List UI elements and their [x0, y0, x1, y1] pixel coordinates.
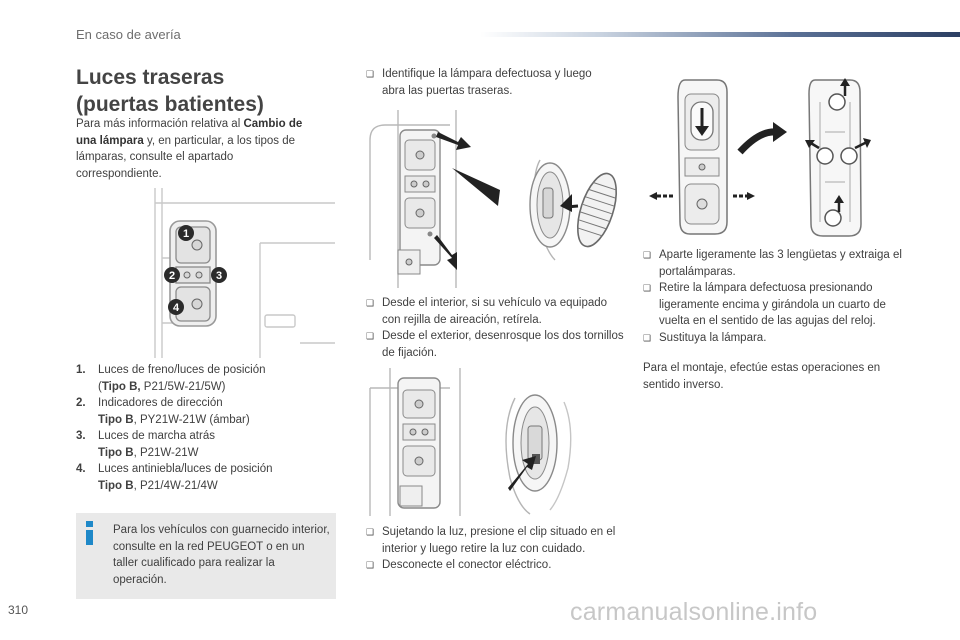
arrow-icon [773, 122, 787, 142]
step-item: ❑ Sustituya la lámpara. [643, 330, 905, 347]
checkbox-icon: ❑ [366, 560, 375, 570]
title-line-1: Luces traseras [76, 66, 225, 89]
checkbox-icon: ❑ [643, 250, 652, 260]
closing-paragraph: Para el montaje, efectúe estas operaciones en sentido inverso. [643, 362, 881, 391]
rear-light-diagram [150, 183, 335, 358]
checkbox-icon: ❑ [643, 283, 652, 293]
lamp-callout-4 [168, 299, 184, 315]
step-item: ❑ Desde el interior, si su vehículo va equipado con rejilla de aireación, retírela. [366, 297, 608, 326]
info-box [76, 513, 336, 599]
title-line-2: (puertas batientes) [76, 93, 264, 116]
step-item: ❑ Identifique la lámpara defectuosa y luego abra las puertas traseras. [366, 68, 592, 97]
rear-door-diagram [360, 110, 620, 288]
intro-link-text: Cambio de una lámpara [76, 118, 303, 147]
light-opening [506, 395, 571, 514]
step-item: ❑ Aparte ligeramente las 3 lengüetas y extraiga el portalámparas. [643, 249, 902, 278]
checkbox-icon: ❑ [366, 331, 375, 341]
arrow-icon [436, 132, 471, 150]
step-item: ❑ Desde el exterior, desenrosque los dos tornillos de fijación. [366, 330, 624, 359]
arrow-icon [747, 192, 755, 200]
lamp-holder-rear [805, 78, 871, 236]
intro-paragraph: Para más información relativa al Cambio de una lámpara y, en particular, a los tipos de lámparas, consulte el apartado correspondiente. [76, 118, 303, 180]
svg-text:3: 3 [215, 270, 223, 282]
page-number: 310 [8, 603, 29, 617]
legend-item: 4. Luces antiniebla/luces de posición Tipo B, P21/4W-21/4W [76, 463, 273, 492]
legend-item: 3. Luces de marcha atrás Tipo B, P21W-21W [76, 430, 215, 459]
svg-text:4: 4 [172, 302, 180, 314]
arrow-icon [452, 168, 500, 206]
legend-item: 1. Luces de freno/luces de posición (Tipo B, P21/5W-21/5W) [76, 364, 266, 393]
info-text: Para los vehículos con guarnecido interior, consulte en la red PEUGEOT o en un taller cualificado para realizar la operación. [113, 524, 330, 586]
svg-text:2: 2 [168, 270, 176, 282]
header-accent-bar [480, 32, 960, 37]
step-item: ❑ Sujetando la luz, presione el clip situado en el interior y luego retire la luz con cuidado. [366, 526, 616, 555]
section-header: En caso de avería [76, 27, 181, 42]
svg-text:1: 1 [182, 228, 190, 240]
steps-replace-lamp [643, 247, 905, 346]
page-title [76, 64, 264, 118]
steps-remove-light [366, 524, 630, 574]
lamp-callout-3 [211, 267, 227, 283]
step-item: ❑ Retire la lámpara defectuosa presionando ligeramente encima y girándola un cuarto de vuelta en el sentido de las agujas del reloj. [643, 282, 886, 327]
legend-item: 2. Indicadores de dirección Tipo B, PY21W-21W (ámbar) [76, 397, 250, 426]
air-vent-grille [530, 160, 620, 260]
checkbox-icon: ❑ [643, 332, 652, 343]
lamp-legend [76, 362, 316, 494]
steps-identify [366, 66, 616, 99]
checkbox-icon: ❑ [366, 69, 375, 79]
arrow-icon [649, 192, 657, 200]
checkbox-icon: ❑ [366, 298, 375, 308]
lamp-holder-diagram [645, 72, 875, 244]
light-unit-front [678, 80, 727, 234]
lamp-callout-1 [178, 225, 194, 241]
info-icon [83, 521, 97, 545]
step-item: ❑ Desconecte el conector eléctrico. [366, 557, 630, 574]
clip-release-diagram [360, 368, 605, 516]
checkbox-icon: ❑ [366, 527, 375, 537]
watermark: carmanualsonline.info [570, 598, 818, 626]
lamp-callout-2 [164, 267, 180, 283]
steps-remove-screws [366, 295, 626, 361]
